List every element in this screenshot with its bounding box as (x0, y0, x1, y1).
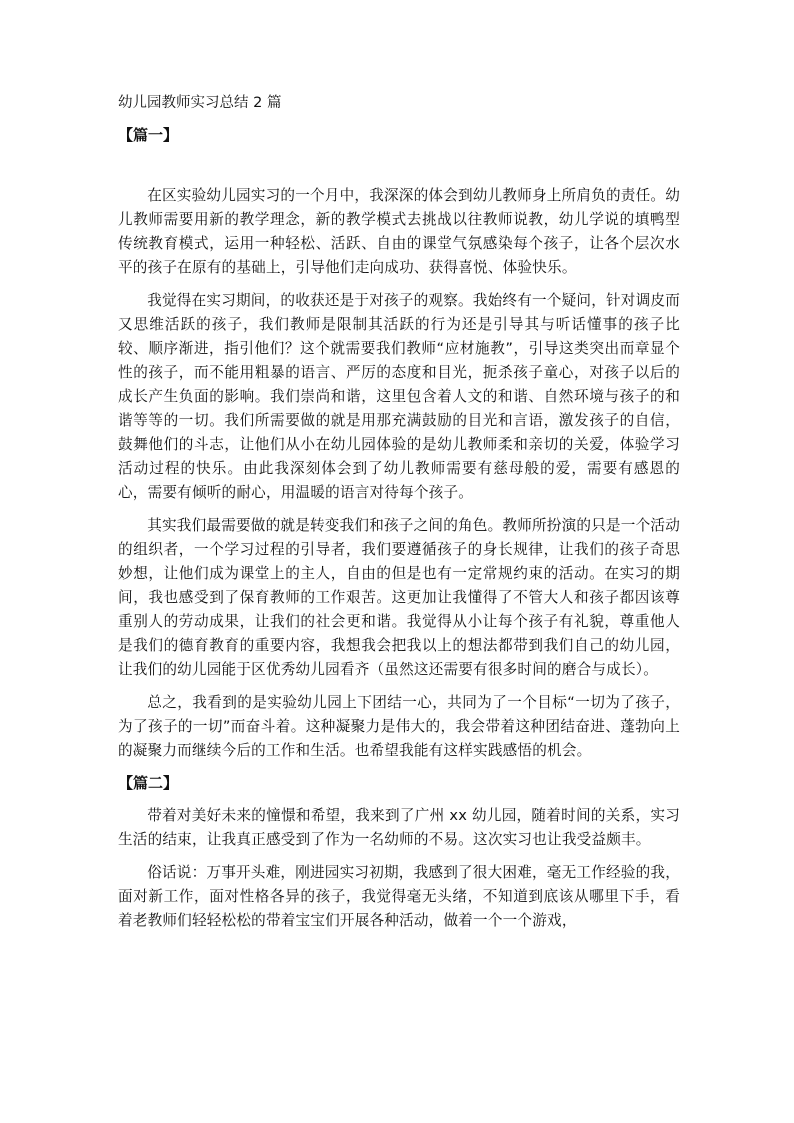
section-heading-1: 【篇一】 (118, 126, 179, 144)
paragraph: 俗话说：万事开头难，刚进园实习初期，我感到了很大困难，毫无工作经验的我，面对新工作，面对性格各异的孩子，我觉得毫无头绪，不知道到底该从哪里下手，看着老教师们轻轻松松的带着宝宝们开展各种活动，做着一个一个游戏， (118, 864, 680, 929)
paragraph: 在区实验幼儿园实习的一个月中，我深深的体会到幼儿教师身上所肩负的责任。幼儿教师需要用新的教学理念，新的教学模式去挑战以往教师说教，幼儿学说的填鸭型传统教育模式，运用一种轻松、活跃、自由的课堂气氛感染每个孩子，让各个层次水平的孩子在原有的基础上，引导他们走向成功、获得喜悦、体验快乐。 (118, 187, 680, 276)
paragraph: 总之，我看到的是实验幼儿园上下团结一心，共同为了一个目标“一切为了孩子，为了孩子的一切”而奋斗着。这种凝聚力是伟大的，我会带着这种团结奋进、蓬勃向上的凝聚力而继续今后的工作和生活。也希望我能有这样实践感悟的机会。 (118, 694, 680, 759)
paragraph: 其实我们最需要做的就是转变我们和孩子之间的角色。教师所扮演的只是一个活动的组织者，一个学习过程的引导者，我们要遵循孩子的身长规律，让我们的孩子奇思妙想，让他们成为课堂上的主人，自由的但是也有一定常规约束的活动。在实习的期间，我也感受到了保育教师的工作艰苦。这更加让我懂得了不管大人和孩子都因该尊重别人的劳动成果，让我们的社会更和谐。我觉得从小让每个孩子有礼貌，尊重他人是我们的德育教育的重要内容，我想我会把我以上的想法都带到我们自己的幼儿园，让我们的幼儿园能于区优秀幼儿园看齐（虽然这还需要有很多时间的磨合与成长）。 (118, 517, 680, 678)
paragraph: 带着对美好未来的憧憬和希望，我来到了广州 xx 幼儿园，随着时间的关系，实习生活的结束，让我真正感受到了作为一名幼师的不易。这次实习也让我受益颇丰。 (118, 807, 680, 848)
document-title: 幼儿园教师实习总结 2 篇 (118, 95, 282, 111)
paragraph: 我觉得在实习期间，的收获还是于对孩子的观察。我始终有一个疑问，针对调皮而又思维活跃的孩子，我们教师是限制其活跃的行为还是引导其与听话懂事的孩子比较、顺序渐进，指引他们？这个就需要我们教师“应材施教”，引导这类突出而章显个性的孩子，而不能用粗暴的语言、严厉的态度和目光，扼杀孩子童心，对孩子以后的成长产生负面的影响。我们崇尚和谐，这里包含着人文的和谐、自然环境与孩子的和谐等等的一切。我们所需要做的就是用那充满鼓励的目光和言语，激发孩子的自信，鼓舞他们的斗志，让他们从小在幼儿园体验的是幼儿教师柔和亲切的关爱，体验学习活动过程的快乐。由此我深刻体会到了幼儿教师需要有慈母般的爱，需要有感恩的心，需要有倾听的耐心，用温暖的语言对待每个孩子。 (118, 292, 680, 501)
document-page (118, 92, 680, 942)
section-heading-2: 【篇二】 (118, 774, 179, 792)
